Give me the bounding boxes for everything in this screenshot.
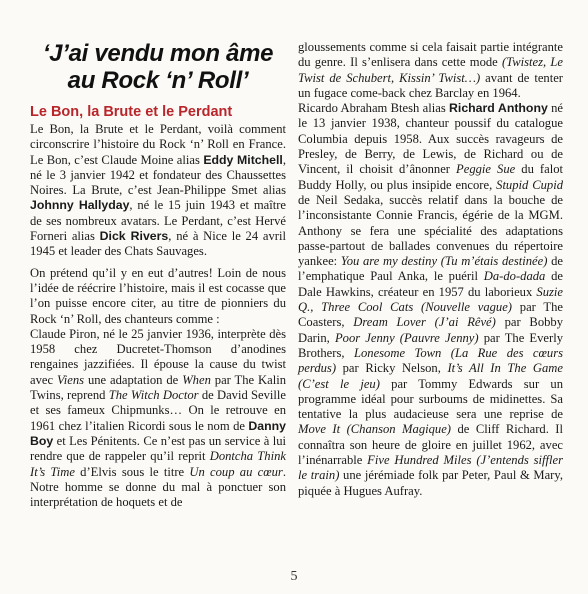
text: . Notre homme se donne du mal à ponctuer son interprétation de hoquets et de [30, 464, 286, 510]
text: Le Bon, la Brute et le Perdant, voilà comment circonscrire l’histoire du Rock ‘n’ Roll en France. Le Bon, c’est Claude Moine alias [30, 122, 286, 167]
text: , né le 3 janvier 1942 et fondateur des Chaussettes Noires. La Brute, c’est Jean-Philippe Smet alias [30, 152, 286, 198]
text: par Tommy Edwards sur un programme idéal pour surboums de midinettes. Sa tentative la plus audacieuse sera une reprise de [298, 376, 563, 422]
text: Ricardo Abraham Btesh alias [298, 101, 450, 116]
text: d’Elvis sous le titre [74, 464, 190, 479]
song-title: Five Hundred Miles (J’entends siffler le train) [298, 453, 563, 483]
text: Claude Piron, né le 25 janvier 1936, interprète dès 1958 chez Ducretet-Thomson d’anodines rengaines jazzifiées. Il épouse la cause du twist avec [30, 326, 286, 387]
paragraph-richard-anthony [298, 101, 563, 499]
artist-name-johnny-hallyday: Johnny Hallyday [30, 198, 130, 213]
text: de Neil Sedaka, succès relatif dans la bouche de l’inconsistante Connie Francis, égérie de la MGM. Anthony se fera une spécialité des adaptations passe-partout de ballades convenues du répertoire yankee: [298, 192, 563, 269]
title-line-1: ‘J’ai vendu mon âme [42, 40, 274, 67]
text: , né à Nice le 24 avril 1945 et leader des Chats Sauvages. [30, 229, 286, 259]
text: du falot Buddy Holly, ou plus insipide encore, [298, 162, 563, 192]
text: par Ricky Nelson, [336, 361, 448, 376]
text: par The Kalin Twins, reprend [30, 372, 287, 403]
text: et Les Pénitents. Ce n’est pas un service à lui rendre que de rappeler qu’il reprit [30, 433, 286, 464]
song-title: Dream Lover (J’ai Rêvé) [353, 315, 496, 330]
text: de l’emphatique Paul Anka, le puéril [298, 254, 563, 284]
text: par Bobby Darin, [298, 315, 564, 345]
artist-name-richard-anthony: Richard Anthony [449, 101, 548, 116]
song-title: It’s All In The Game (C’est le jeu) [298, 361, 563, 391]
song-title: Peggie Sue [456, 162, 516, 177]
paragraph-others: On prétend qu’il y en eut d’autres! Loin de nous l’idée de réécrire l’histoire, mais il est cocasse que l’on puisse encore citer, au titre de pionniers du Rock ‘n’ Roll, des chanteurs comme : [30, 265, 286, 326]
title-line-2: au Rock ‘n’ Roll’ [67, 67, 249, 94]
song-title: Da-do-dada [483, 269, 546, 284]
artist-name-dick-rivers: Dick Rivers [99, 229, 169, 244]
text: , né le 15 juin 1943 et maître de ses nombreux avatars. Le Perdant, c’est Hervé Forneri alias [30, 198, 286, 244]
song-title: The Witch Doctor [108, 388, 199, 403]
text: une jérémiade folk par Peter, Paul & Mary, piquée à Hugues Aufray. [298, 468, 563, 498]
text: de Dale Hawkins, créateur en 1957 du laborieux [298, 269, 563, 299]
song-title: Dontcha Think It’s Time [30, 449, 286, 479]
song-title: Lonesome Town (La Rue des cœurs perdus) [298, 345, 564, 376]
artist-name-eddy-mitchell: Eddy Mitchell [203, 152, 283, 167]
song-title: You are my destiny (Tu m’étais destinée) [340, 254, 548, 269]
text: par The Everly Brothers, [298, 330, 563, 360]
song-title: Viens [56, 372, 85, 387]
text: avant de tenter un fugace come-back chez Barclay en 1964. [298, 70, 563, 100]
song-title: Poor Jenny (Pauvre Jenny) [334, 330, 479, 345]
page-number: 5 [290, 569, 298, 584]
right-column [298, 40, 563, 499]
text: de Cliff Richard. Il connaîtra son heure de gloire en juillet 1962, avec l’inénarrable [298, 422, 564, 468]
paragraph-continuation [298, 40, 563, 101]
artist-name-danny-boy: Danny Boy [30, 418, 286, 448]
paragraph-claude-piron [30, 327, 286, 511]
text: par The Coasters, [298, 300, 564, 330]
section-heading: Le Bon, la Brute et le Perdant [30, 104, 233, 120]
song-title: Stupid Cupid [496, 177, 564, 192]
song-title: Suzie Q., Three Cool Cats (Nouvelle vague) [298, 284, 563, 315]
text: de David Seville et ses fameux Chipmunks… On le retrouve en 1961 chez l’italien Ricordi sous le nom de [30, 388, 286, 433]
text: gloussements comme si cela faisait partie intégrante du genre. Il s’enlisera dans cette mode [298, 40, 563, 70]
paragraph-intro [30, 122, 286, 260]
song-title: Move It (Chanson Magique) [298, 422, 451, 437]
article-title [30, 40, 286, 94]
song-titles: (Twistez, Le Twist de Schubert, Kissin’ Twist…) [298, 55, 563, 85]
song-title: Un coup au cœur [189, 464, 283, 479]
song-title: When [182, 372, 211, 387]
text: né le 13 janvier 1938, chanteur poussif du catalogue Columbia depuis 1958. Aux succès ravageurs de Presley, de Berry, de Lewis, de Richard ou de Vincent, il choisit d’ânonner [298, 101, 563, 177]
left-column [30, 40, 286, 510]
text: une adaptation de [84, 372, 183, 387]
